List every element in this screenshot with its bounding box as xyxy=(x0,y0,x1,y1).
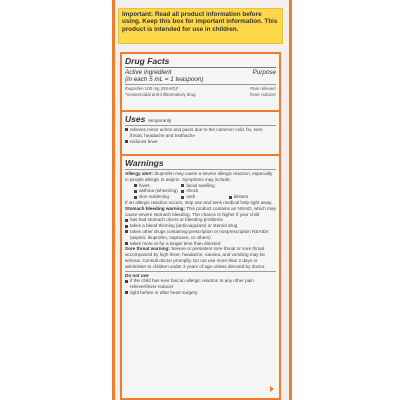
do-not-use-heading: Do not use xyxy=(125,272,149,278)
bullet-icon xyxy=(181,184,184,187)
sore-throat-warning: Sore throat warning: Severe or persistent sore throat or sore throat accompanied by high fever, headache, nausea, and vomiting may be serious. Consult doctor promptly. Do not use more than 2 days or administer to children under 3 years of age unless directed by doctor. xyxy=(125,246,266,269)
list-item: if the child has ever had an allergic reaction to any other pain reliever/fever reducer xyxy=(125,278,276,290)
bullet-icon xyxy=(181,190,184,193)
divider xyxy=(125,84,276,85)
list-item: facial swelling xyxy=(181,183,228,189)
bullet-icon xyxy=(229,196,232,199)
footnote-row xyxy=(125,92,276,98)
allergy-alert: Allergy alert: Ibuprofen may cause a severe allergic reaction, especially in people allergic to aspirin. Symptoms may include: xyxy=(125,171,273,182)
bullet-icon xyxy=(125,219,128,222)
bullet-icon xyxy=(125,242,128,245)
important-banner: Important: Read all product information before using. Keep this box for important information. This product is intended for use in children. xyxy=(118,8,283,44)
allergy-after: If an allergic reaction occurs, stop use and seek medical help right away. xyxy=(125,199,273,205)
drug-facts-panel xyxy=(120,52,281,112)
list-item: takes more or for a longer time than directed xyxy=(125,241,276,247)
footnote-text: *nonsteroidal anti-inflammatory drug xyxy=(125,91,196,97)
drug-facts-title: Drug Facts xyxy=(125,56,170,66)
list-item: takes a blood thinning (anticoagulant) or steroid drug xyxy=(125,223,276,229)
list-item: right before or after heart surgery xyxy=(125,290,276,296)
list-item: shock xyxy=(181,188,228,194)
symptom-list xyxy=(134,183,276,200)
bullet-icon xyxy=(125,128,128,131)
warnings-title: Warnings xyxy=(125,158,164,168)
active-ingredient-header xyxy=(125,69,276,76)
bullet-icon xyxy=(134,190,137,193)
bullet-icon xyxy=(125,225,128,228)
ingredient-purpose: Pain reliever/ xyxy=(250,86,276,91)
list-item: takes other drugs containing prescription or nonprescription NSAIDs (aspirin, ibuprofen, naproxen, or others) xyxy=(125,229,276,241)
active-ingredient-sub: (in each 5 mL = 1 teaspoon) xyxy=(125,76,204,83)
bullet-icon xyxy=(181,196,184,199)
list-item: has had stomach ulcers or bleeding problems xyxy=(125,217,276,223)
uses-title: Uses xyxy=(125,114,146,124)
uses-intro: temporarily: xyxy=(148,118,173,123)
list-item: blisters xyxy=(229,194,276,200)
active-ingredient-label: Active ingredient xyxy=(125,69,172,76)
bullet-icon xyxy=(125,291,128,294)
bullet-icon xyxy=(125,140,128,143)
footnote-purpose: fever reducer xyxy=(250,91,276,97)
uses-header xyxy=(125,114,276,124)
divider xyxy=(125,271,276,272)
list-item: asthma (wheezing) xyxy=(134,188,181,194)
divider xyxy=(125,169,276,170)
bullet-icon xyxy=(125,230,128,233)
list-item: skin reddening xyxy=(134,194,181,200)
list-item: hives xyxy=(134,183,181,189)
bullet-icon xyxy=(125,280,128,283)
uses-panel xyxy=(120,112,281,156)
stomach-warning: Stomach bleeding warning: This product contains an NSAID, which may cause severe stomach bleeding. The chance is higher if your child xyxy=(125,205,276,217)
package-edge-left xyxy=(112,0,115,400)
purpose-label: Purpose xyxy=(252,69,276,76)
warnings-panel xyxy=(120,156,281,400)
divider xyxy=(125,67,276,68)
list-item: relieves minor aches and pains due to the common cold, flu, sore throat, headache and toothache xyxy=(125,127,276,139)
list-item: reduces fever xyxy=(125,139,276,145)
bullet-icon xyxy=(134,196,137,199)
divider xyxy=(125,125,276,126)
package-edge-right xyxy=(289,0,292,400)
ingredient-name: Ibuprofen 100 mg (NSAID)* xyxy=(125,86,179,91)
list-item: rash xyxy=(181,194,228,200)
bullet-icon xyxy=(134,184,137,187)
arrow-right-icon xyxy=(270,386,274,392)
